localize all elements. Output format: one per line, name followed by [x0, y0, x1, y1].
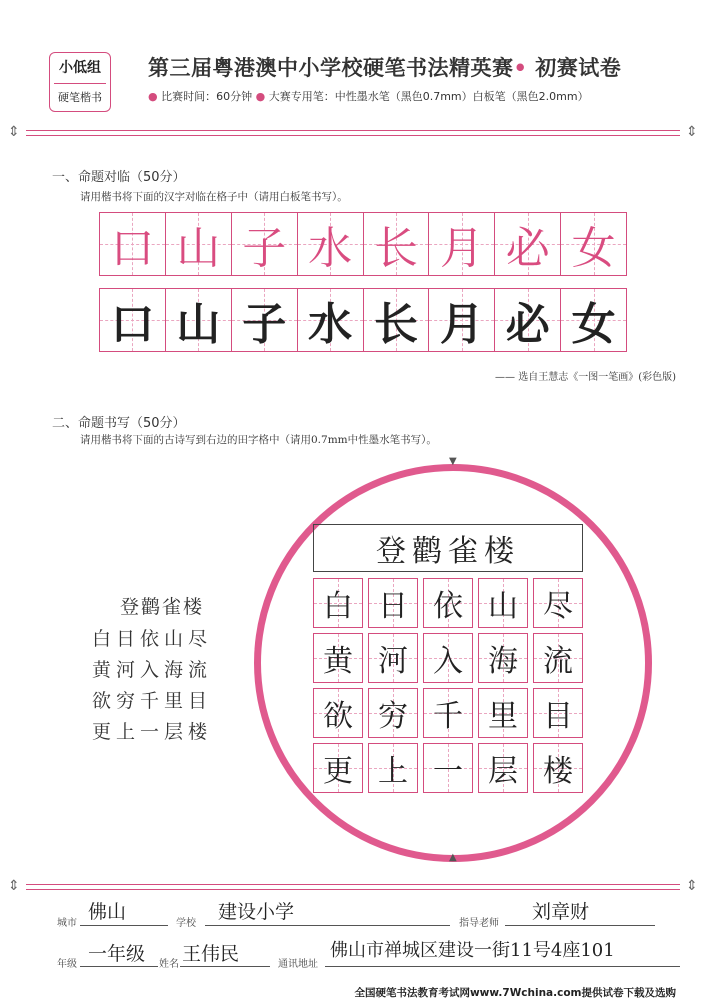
- exam-pen: 大赛专用笔：中性墨水笔（黑色0.7mm）白板笔（黑色2.0mm）: [268, 90, 589, 103]
- practice-cell[interactable]: 长: [364, 289, 430, 351]
- school-value[interactable]: 建设小学: [218, 901, 295, 923]
- poem-cell[interactable]: 上: [368, 743, 418, 793]
- practice-cell[interactable]: 口: [100, 289, 166, 351]
- grade-value[interactable]: 一年级: [88, 943, 146, 965]
- circle-tick-top: ▼: [449, 456, 457, 467]
- bullet-icon: ●: [148, 90, 158, 103]
- practice-cell[interactable]: 子: [232, 289, 298, 351]
- section1-title: 一、命题对临（50分）: [52, 170, 186, 185]
- poem-cell[interactable]: 里: [478, 688, 528, 738]
- practice-cell[interactable]: 水: [298, 289, 364, 351]
- section2-desc: 请用楷书将下面的古诗写到右边的田字格中（请用0.7mm中性墨水笔书写）。: [80, 434, 437, 446]
- group-label: 小低组: [59, 60, 101, 76]
- page-title: [148, 52, 621, 82]
- poem-cell[interactable]: 白: [313, 578, 363, 628]
- city-underline: [80, 925, 168, 926]
- poem-line: 黄河入海流: [92, 659, 213, 681]
- bullet-icon: ●: [255, 90, 266, 103]
- poem-line: 更上一层楼: [92, 721, 213, 743]
- city-label: 城市: [57, 918, 77, 929]
- circle-tick-bottom: ▲: [449, 852, 457, 863]
- poem-cell[interactable]: 穷: [368, 688, 418, 738]
- poem-cell[interactable]: 山: [478, 578, 528, 628]
- written-poem-title[interactable]: 登鹳雀楼: [313, 524, 583, 572]
- model-cell: 山: [166, 213, 232, 275]
- section1-desc: 请用楷书将下面的汉字对临在格子中（请用白板笔书写）。: [80, 191, 348, 203]
- poem-cell[interactable]: 黄: [313, 633, 363, 683]
- address-value[interactable]: 佛山市禅城区建设一街11号4座101: [330, 940, 615, 961]
- poem-cell[interactable]: 欲: [313, 688, 363, 738]
- city-value[interactable]: 佛山: [88, 901, 127, 923]
- poem-grid: [313, 578, 583, 793]
- practice-cell[interactable]: 山: [166, 289, 232, 351]
- model-cell: 必: [495, 213, 561, 275]
- title-dot: •: [513, 56, 528, 80]
- model-cell: 长: [364, 213, 430, 275]
- poem-cell[interactable]: 千: [423, 688, 473, 738]
- name-underline: [180, 966, 270, 967]
- poem-line: 白日依山尽: [92, 628, 213, 650]
- source-citation: —— 选自王慧志《一图一笔画》(彩色版): [495, 372, 676, 383]
- poem-cell[interactable]: 依: [423, 578, 473, 628]
- model-grid: [99, 212, 627, 276]
- arrow-updown-icon: ⇕: [686, 124, 698, 140]
- name-label: 姓名: [159, 959, 179, 970]
- poem-cell[interactable]: 目: [533, 688, 583, 738]
- teacher-value[interactable]: 刘章财: [532, 901, 590, 923]
- top-divider: [26, 130, 680, 136]
- poem-cell[interactable]: 流: [533, 633, 583, 683]
- exam-info: [148, 88, 589, 104]
- footer-text: 全国硬笔书法教育考试网www.7Wchina.com提供试卷下载及选购: [354, 987, 676, 999]
- bottom-divider: [26, 884, 680, 890]
- teacher-label: 指导老师: [459, 918, 499, 929]
- address-label: 通讯地址: [278, 959, 318, 970]
- grade-underline: [80, 966, 158, 967]
- model-cell: 子: [232, 213, 298, 275]
- model-cell: 口: [100, 213, 166, 275]
- school-underline: [205, 925, 450, 926]
- poem-cell[interactable]: 尽: [533, 578, 583, 628]
- practice-grid: [99, 288, 627, 352]
- poem-cell[interactable]: 日: [368, 578, 418, 628]
- badge-divider: [54, 83, 106, 84]
- poem-cell[interactable]: 楼: [533, 743, 583, 793]
- poem-cell[interactable]: 层: [478, 743, 528, 793]
- poem-cell[interactable]: 海: [478, 633, 528, 683]
- group-badge: [49, 52, 111, 112]
- practice-cell[interactable]: 女: [561, 289, 626, 351]
- poem-line: 欲穷千里目: [92, 690, 213, 712]
- poem-title: 登鹳雀楼: [119, 596, 204, 618]
- poem-cell[interactable]: 入: [423, 633, 473, 683]
- model-cell: 女: [561, 213, 626, 275]
- model-cell: 月: [429, 213, 495, 275]
- model-cell: 水: [298, 213, 364, 275]
- practice-cell[interactable]: 必: [495, 289, 561, 351]
- title-sub: 初赛试卷: [535, 56, 622, 80]
- section2-title: 二、命题书写（50分）: [52, 416, 186, 431]
- teacher-underline: [505, 925, 655, 926]
- practice-cell[interactable]: 月: [429, 289, 495, 351]
- grade-label: 年级: [57, 959, 77, 970]
- style-label: 硬笔楷书: [58, 91, 102, 104]
- address-underline: [325, 966, 680, 967]
- title-main: 第三届粤港澳中小学校硬笔书法精英赛: [148, 56, 514, 80]
- poem-cell[interactable]: 河: [368, 633, 418, 683]
- name-value[interactable]: 王伟民: [182, 943, 240, 965]
- poem-cell[interactable]: 一: [423, 743, 473, 793]
- school-label: 学校: [176, 918, 196, 929]
- poem-cell[interactable]: 更: [313, 743, 363, 793]
- arrow-updown-icon: ⇕: [8, 124, 20, 140]
- arrow-updown-icon: ⇕: [686, 878, 698, 894]
- exam-time: 比赛时间：60分钟: [161, 90, 253, 103]
- arrow-updown-icon: ⇕: [8, 878, 20, 894]
